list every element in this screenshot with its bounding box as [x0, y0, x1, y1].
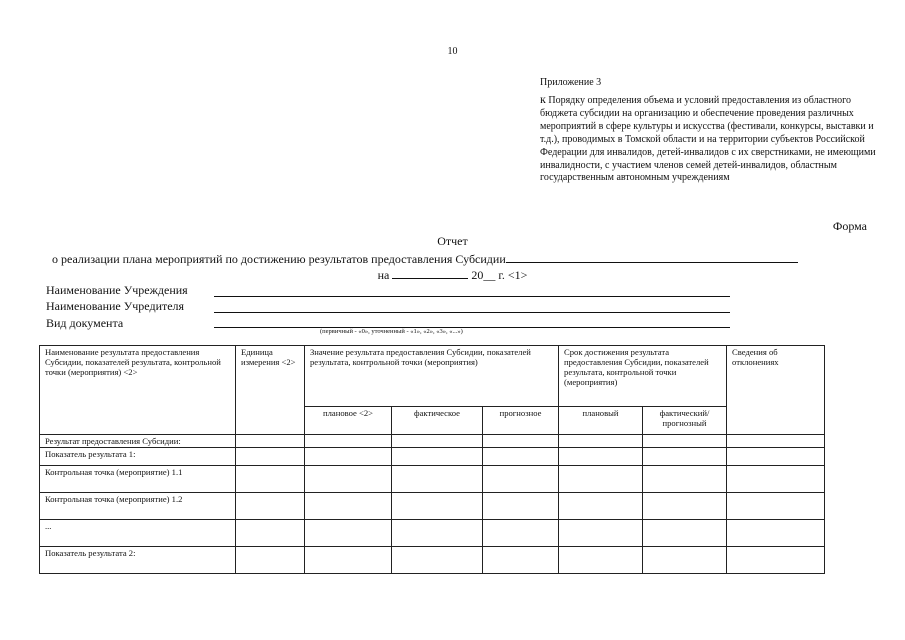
- report-table: [39, 345, 825, 574]
- subheader-actual: фактическое: [392, 407, 483, 435]
- table-cell[interactable]: [392, 493, 483, 520]
- table-cell[interactable]: [392, 520, 483, 547]
- table-cell[interactable]: [236, 448, 305, 466]
- date-prefix: на: [377, 268, 390, 282]
- table-cell[interactable]: [727, 435, 825, 448]
- report-title: Отчет: [437, 234, 468, 248]
- table-cell[interactable]: [727, 466, 825, 493]
- table-cell[interactable]: [559, 435, 643, 448]
- table-cell[interactable]: [305, 466, 392, 493]
- date-suffix: г. <1>: [498, 268, 528, 282]
- subheader-planned: плановое <2>: [305, 407, 392, 435]
- header-deviations: Сведения об отклонениях: [727, 346, 825, 435]
- date-year: 20__: [471, 268, 496, 282]
- appendix-title: Приложение 3: [540, 77, 602, 88]
- field-founder-line[interactable]: [214, 312, 730, 313]
- field-doctype-label: Вид документа: [46, 316, 124, 330]
- table-cell[interactable]: [643, 466, 727, 493]
- header-result-name: Наименование результата предоставления Субсидии, показателей результата, контрольной точки (мероприятия) <2>: [40, 346, 236, 435]
- report-date-line: [0, 267, 905, 283]
- table-cell[interactable]: [643, 493, 727, 520]
- table-cell[interactable]: [305, 448, 392, 466]
- field-institution-line[interactable]: [214, 296, 730, 297]
- row-label: Контрольная точка (мероприятие) 1.2: [40, 493, 236, 520]
- table-cell[interactable]: [559, 466, 643, 493]
- field-doctype-line[interactable]: [214, 327, 730, 328]
- table-row: [40, 493, 825, 520]
- table-row: [40, 547, 825, 574]
- table-cell[interactable]: [643, 448, 727, 466]
- table-cell[interactable]: [483, 466, 559, 493]
- table-cell[interactable]: [559, 448, 643, 466]
- table-cell[interactable]: [483, 435, 559, 448]
- subheader-deadline-planned: плановый: [559, 407, 643, 435]
- row-label: Результат предоставления Субсидии:: [40, 435, 236, 448]
- appendix-body: Порядку определения объема и условий предоставления из областного бюджета субсидии на организацию и обеспечение проведения различных мероприятий в сфере культуры и искусства (фестивали, конкурсы, выставки и т.д.), проводимых в Томской области и на территории субъектов Российской Федерации для инвалидов, детей-инвалидов с их сверстниками, не имеющими инвалидности, с участием членов семей детей-инвалидов, областным государственным автономным учреждениям: [540, 95, 876, 184]
- doc-type-hint: (первичный - «0», уточненный - «1», «2», «3», «...»): [320, 328, 463, 335]
- table-cell[interactable]: [236, 547, 305, 574]
- table-header-row: [40, 346, 825, 407]
- table-row: [40, 466, 825, 493]
- header-unit: Единица измерения <2>: [236, 346, 305, 435]
- page-number: 10: [447, 46, 458, 57]
- table-cell[interactable]: [727, 448, 825, 466]
- table-cell[interactable]: [483, 448, 559, 466]
- table-cell[interactable]: [392, 547, 483, 574]
- table-cell[interactable]: [559, 520, 643, 547]
- subheader-forecast: прогнозное: [483, 407, 559, 435]
- table-cell[interactable]: [483, 493, 559, 520]
- table-cell[interactable]: [727, 520, 825, 547]
- table-cell[interactable]: [305, 547, 392, 574]
- subsidy-name-blank[interactable]: [506, 251, 798, 263]
- table-cell[interactable]: [236, 493, 305, 520]
- table-cell[interactable]: [236, 520, 305, 547]
- report-subtitle: о реализации плана мероприятий по достижению результатов предоставления Субсидии: [52, 252, 506, 266]
- table-cell[interactable]: [559, 493, 643, 520]
- header-deadline-group: Срок достижения результата предоставления Субсидии, показателей результата, контрольной точки (мероприятия): [559, 346, 727, 407]
- table-cell[interactable]: [392, 466, 483, 493]
- field-institution-label: Наименование Учреждения: [46, 283, 188, 297]
- table-cell[interactable]: [727, 547, 825, 574]
- row-label: Показатель результата 1:: [40, 448, 236, 466]
- table-cell[interactable]: [305, 493, 392, 520]
- row-label: ...: [40, 520, 236, 547]
- form-label: Форма: [832, 219, 867, 233]
- table-cell[interactable]: [643, 547, 727, 574]
- table-row: [40, 448, 825, 466]
- table-cell[interactable]: [392, 435, 483, 448]
- table-cell[interactable]: [643, 435, 727, 448]
- report-subtitle-line: [52, 251, 798, 267]
- table-cell[interactable]: [643, 520, 727, 547]
- appendix-text: [540, 93, 885, 185]
- table-cell[interactable]: [236, 466, 305, 493]
- table-row: [40, 435, 825, 448]
- row-label: Контрольная точка (мероприятие) 1.1: [40, 466, 236, 493]
- table-cell[interactable]: [305, 435, 392, 448]
- appendix-k-letter: к: [540, 92, 546, 106]
- table-cell[interactable]: [483, 520, 559, 547]
- table-cell[interactable]: [236, 435, 305, 448]
- table-cell[interactable]: [559, 547, 643, 574]
- field-founder-label: Наименование Учредителя: [46, 299, 185, 313]
- header-value-group: Значение результата предоставления Субсидии, показателей результата, контрольной точки (мероприятия): [305, 346, 559, 407]
- table-cell[interactable]: [305, 520, 392, 547]
- row-label: Показатель результата 2:: [40, 547, 236, 574]
- table-cell[interactable]: [392, 448, 483, 466]
- table-row: [40, 520, 825, 547]
- subheader-deadline-actual: фактический/ прогнозный: [643, 407, 727, 435]
- table-cell[interactable]: [727, 493, 825, 520]
- table-cell[interactable]: [483, 547, 559, 574]
- date-blank[interactable]: [392, 267, 468, 279]
